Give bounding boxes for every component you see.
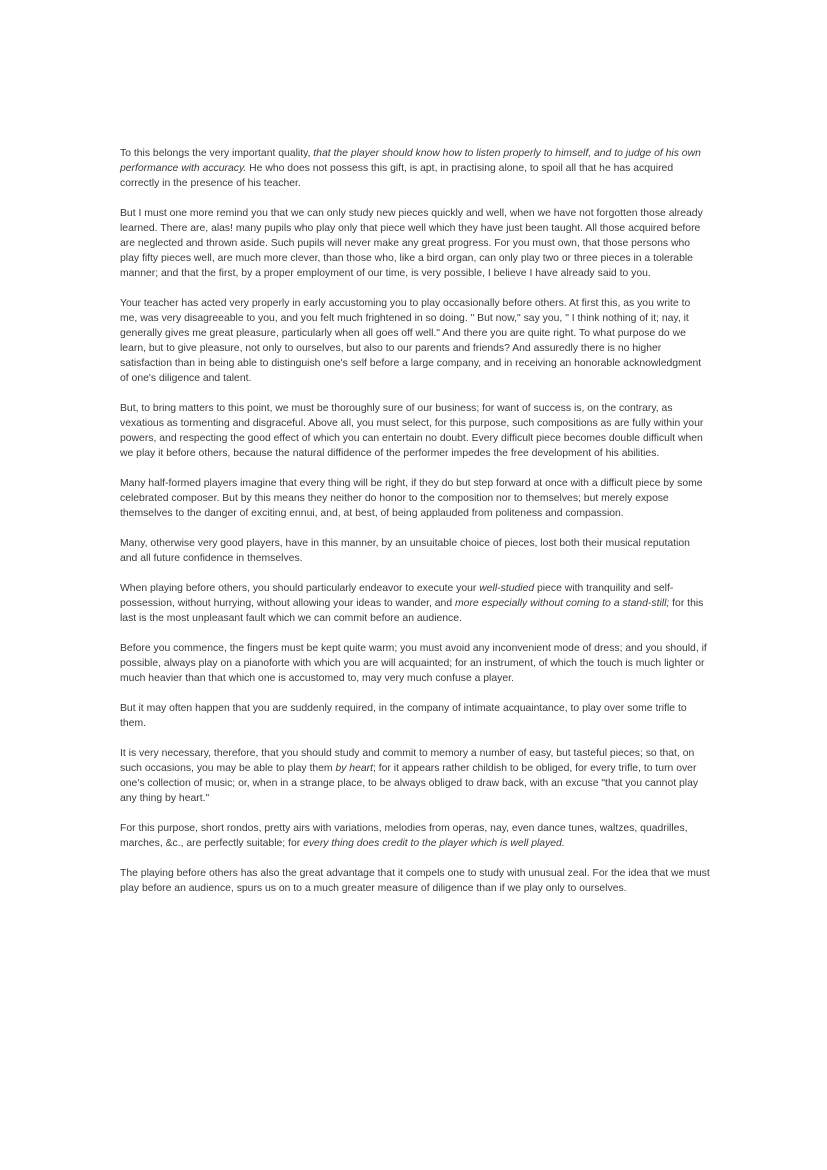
- italic-text-run: that the player should know how to listen properly to himself, and to judge of his own performance with accuracy.: [120, 148, 701, 174]
- paragraph: [120, 206, 710, 281]
- paragraph: [120, 746, 710, 806]
- paragraph: [120, 476, 710, 521]
- text-run: piece with tranquility and self-possession, without hurrying, without allowing your ideas to wander, and: [120, 583, 674, 609]
- text-run: Many half-formed players imagine that every thing will be right, if they do but step forward at once with a difficult piece by some celebrated composer. But by this means they neither do honor to the composition nor to themselves; but merely expose themselves to the danger of exciting ennui, and, at best, of being applauded from politeness and compassion.: [120, 478, 703, 519]
- text-run: But it may often happen that you are suddenly required, in the company of intimate acquaintance, to play over some trifle to them.: [120, 703, 687, 729]
- paragraph: [120, 536, 710, 566]
- text-run: It is very necessary, therefore, that you should study and commit to memory a number of easy, but tasteful pieces; so that, on such occasions, you may be able to play them: [120, 748, 695, 774]
- text-run: The playing before others has also the great advantage that it compels one to study with unusual zeal. For the idea that we must play before an audience, spurs us on to a much greater measure of diligence than if we play only to ourselves.: [120, 868, 710, 894]
- text-run: Before you commence, the fingers must be kept quite warm; you must avoid any inconvenient mode of dress; and you should, if possible, always play on a pianoforte with which you are will acquainted; for an instrument, of which the touch is much lighter or much heavier than that which one is accustomed to, may very much confuse a player.: [120, 643, 707, 684]
- paragraph: [120, 581, 710, 626]
- document-body: [120, 146, 710, 911]
- paragraph: [120, 401, 710, 461]
- text-run: Your teacher has acted very properly in early accustoming you to play occasionally before others. At first this, as you write to me, was very disagreeable to you, and you felt much frightened in so doing. " But now," say you, " I think nothing of it; nay, it generally gives me great pleasure, particularly when all goes off well." And there you are quite right. To what purpose do we learn, but to give pleasure, not only to ourselves, but also to our parents and friends? And assuredly there is no higher satisfaction than in being able to distinguish one's self before a large company, and in receiving an honorable acknowledgment of one's diligence and talent.: [120, 298, 702, 384]
- text-run: When playing before others, you should particularly endeavor to execute your: [120, 583, 480, 594]
- text-run: But I must one more remind you that we can only study new pieces quickly and well, when we have not forgotten those already learned. There are, alas! many pupils who play only that piece well which they have just been taught. All those acquired before are neglected and thrown aside. Such pupils will never make any great progress. For you must own, that those persons who play fifty pieces well, are much more clever, than those who, like a bird organ, can only play two or three pieces in a tolerable manner; and that the first, by a proper employment of our time, is very possible, I believe I have already said to you.: [120, 208, 703, 279]
- paragraph: [120, 821, 710, 851]
- italic-text-run: well-studied: [479, 583, 535, 594]
- text-run: But, to bring matters to this point, we must be thoroughly sure of our business; for want of success is, on the contrary, as vexatious as tormenting and disgraceful. Above all, you must select, for this purpose, such compositions as are fully within your powers, and respecting the good effect of which you can entertain no doubt. Every difficult piece becomes double difficult when we play it before others, because the natural diffidence of the performer impedes the free development of his abilities.: [120, 403, 704, 459]
- text-run: He who does not possess this gift, is apt, in practising alone, to spoil all that he has acquired correctly in the presence of his teacher.: [120, 163, 674, 189]
- paragraph: [120, 866, 710, 896]
- text-run: ; for it appears rather childish to be obliged, for every trifle, to turn over one's collection of music; or, when in a strange place, to be always obliged to draw back, with an excuse "that you cannot play any thing by heart.": [120, 763, 699, 804]
- italic-text-run: every thing does credit to the player which is well played.: [303, 838, 565, 849]
- paragraph: [120, 296, 710, 386]
- paragraph: [120, 701, 710, 731]
- text-run: for this last is the most unpleasant fault which we can commit before an audience.: [120, 598, 704, 624]
- paragraph: [120, 146, 710, 191]
- text-run: For this purpose, short rondos, pretty airs with variations, melodies from operas, nay, even dance tunes, waltzes, quadrilles, marches, &c., are perfectly suitable; for: [120, 823, 688, 849]
- italic-text-run: more especially without coming to a stand-still;: [455, 598, 670, 609]
- italic-text-run: by heart: [335, 763, 373, 774]
- paragraph: [120, 641, 710, 686]
- text-run: To this belongs the very important quality,: [120, 148, 314, 159]
- text-run: Many, otherwise very good players, have in this manner, by an unsuitable choice of pieces, lost both their musical reputation and all future confidence in themselves.: [120, 538, 690, 564]
